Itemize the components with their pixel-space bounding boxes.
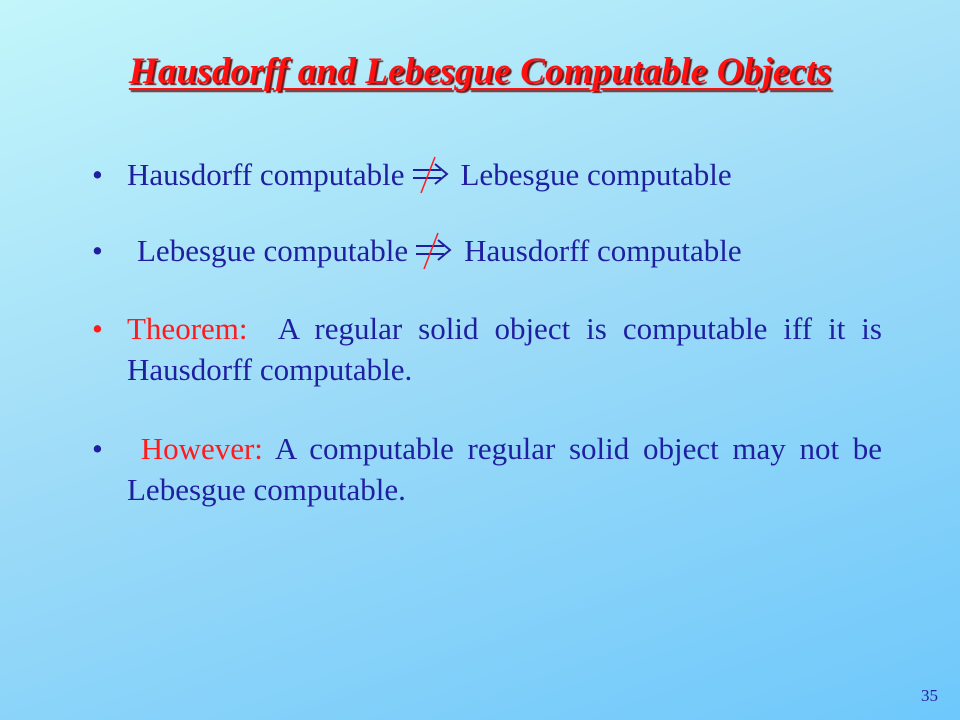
bullet-left-text: Hausdorff computable (127, 157, 405, 192)
bullet-dot: • (92, 157, 103, 192)
bullet-text (127, 428, 882, 510)
bullet-dot: • (92, 233, 103, 268)
however-body: A computable regular solid object may not be Lebesgue computable. (127, 431, 882, 507)
slide-title: Hausdorff and Lebesgue Computable Objects (128, 51, 832, 92)
bullet-dot: • (92, 431, 103, 466)
bullet-text (127, 308, 882, 390)
bullet-text (127, 154, 882, 195)
bullet-left-text: Lebesgue computable (137, 233, 409, 268)
theorem-body: A regular solid object is computable iff it is Hausdorff computable. (127, 311, 882, 387)
bullet-right-text: Lebesgue computable (460, 157, 732, 192)
bullet-text (137, 230, 892, 271)
does-not-imply-icon (411, 159, 453, 189)
page-number: 35 (921, 686, 938, 705)
bullet-dot: • (92, 311, 103, 346)
however-label: However: (140, 431, 263, 466)
theorem-label: Theorem: (127, 311, 248, 346)
does-not-imply-icon (414, 235, 456, 265)
bullet-right-text: Hausdorff computable (464, 233, 742, 268)
